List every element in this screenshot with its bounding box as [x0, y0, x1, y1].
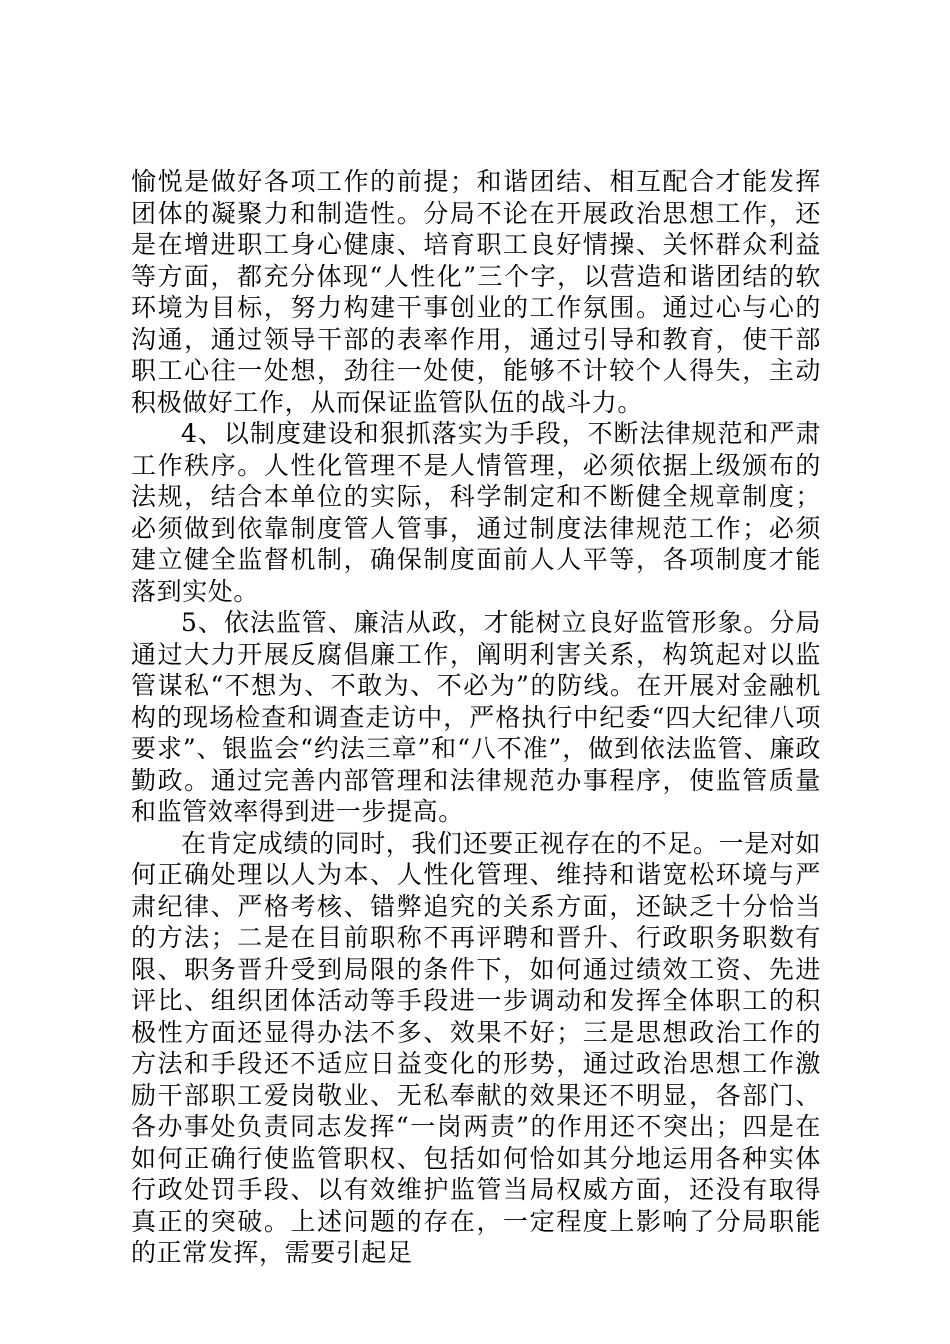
document-body: [131, 166, 821, 1269]
paragraph-item-5: 5、依法监管、廉洁从政，才能树立良好监管形象。分局通过大力开展反腐倡廉工作，阐明利害关系，构筑起对以监管谋私“不想为、不敢为、不必为”的防线。在开展对金融机构的现场检查和调查走访中，严格执行中纪委“四大纪律八项要求”、银监会“约法三章”和“八不准”，做到依法监管、廉政勤政。通过完善内部管理和法律规范办事程序，使监管质量和监管效率得到进一步提高。: [131, 608, 821, 826]
paragraph-item-4: 4、以制度建设和狠抓落实为手段，不断法律规范和严肃工作秩序。人性化管理不是人情管理，必须依据上级颁布的法规，结合本单位的实际，科学制定和不断健全规章制度；必须做到依靠制度管人管事，通过制度法律规范工作；必须建立健全监督机制，确保制度面前人人平等，各项制度才能落到实处。: [131, 419, 821, 606]
paragraph-continuation: 愉悦是做好各项工作的前提；和谐团结、相互配合才能发挥团体的凝聚力和制造性。分局不论在开展政治思想工作，还是在增进职工身心健康、培育职工良好情操、关怀群众利益等方面，都充分体现“人性化”三个字，以营造和谐团结的软环境为目标，努力构建干事创业的工作氛围。通过心与心的沟通，通过领导干部的表率作用，通过引导和教育，使干部职工心往一处想，劲往一处使，能够不计较个人得失，主动积极做好工作，从而保证监管队伍的战斗力。: [131, 167, 821, 417]
paragraph-shortcomings: 在肯定成绩的同时，我们还要正视存在的不足。一是对如何正确处理以人为本、人性化管理、维持和谐宽松环境与严肃纪律、严格考核、错弊追究的关系方面，还缺乏十分恰当的方法；二是在目前职称不再评聘和晋升、行政职务职数有限、职务晋升受到局限的条件下，如何通过绩效工资、先进评比、组织团体活动等手段进一步调动和发挥全体职工的积极性方面还显得办法不多、效果不好；三是思想政治工作的方法和手段还不适应日益变化的形势，通过政治思想工作激励干部职工爱岗敬业、无私奉献的效果还不明显，各部门、各办事处负责同志发挥“一岗两责”的作用还不突出；四是在如何正确行使监管职权、包括如何恰如其分地运用各种实体行政处罚手段、以有效维护监管当局权威方面，还没有取得真正的突破。上述问题的存在，一定程度上影响了分局职能的正常发挥，需要引起足: [131, 828, 822, 1267]
